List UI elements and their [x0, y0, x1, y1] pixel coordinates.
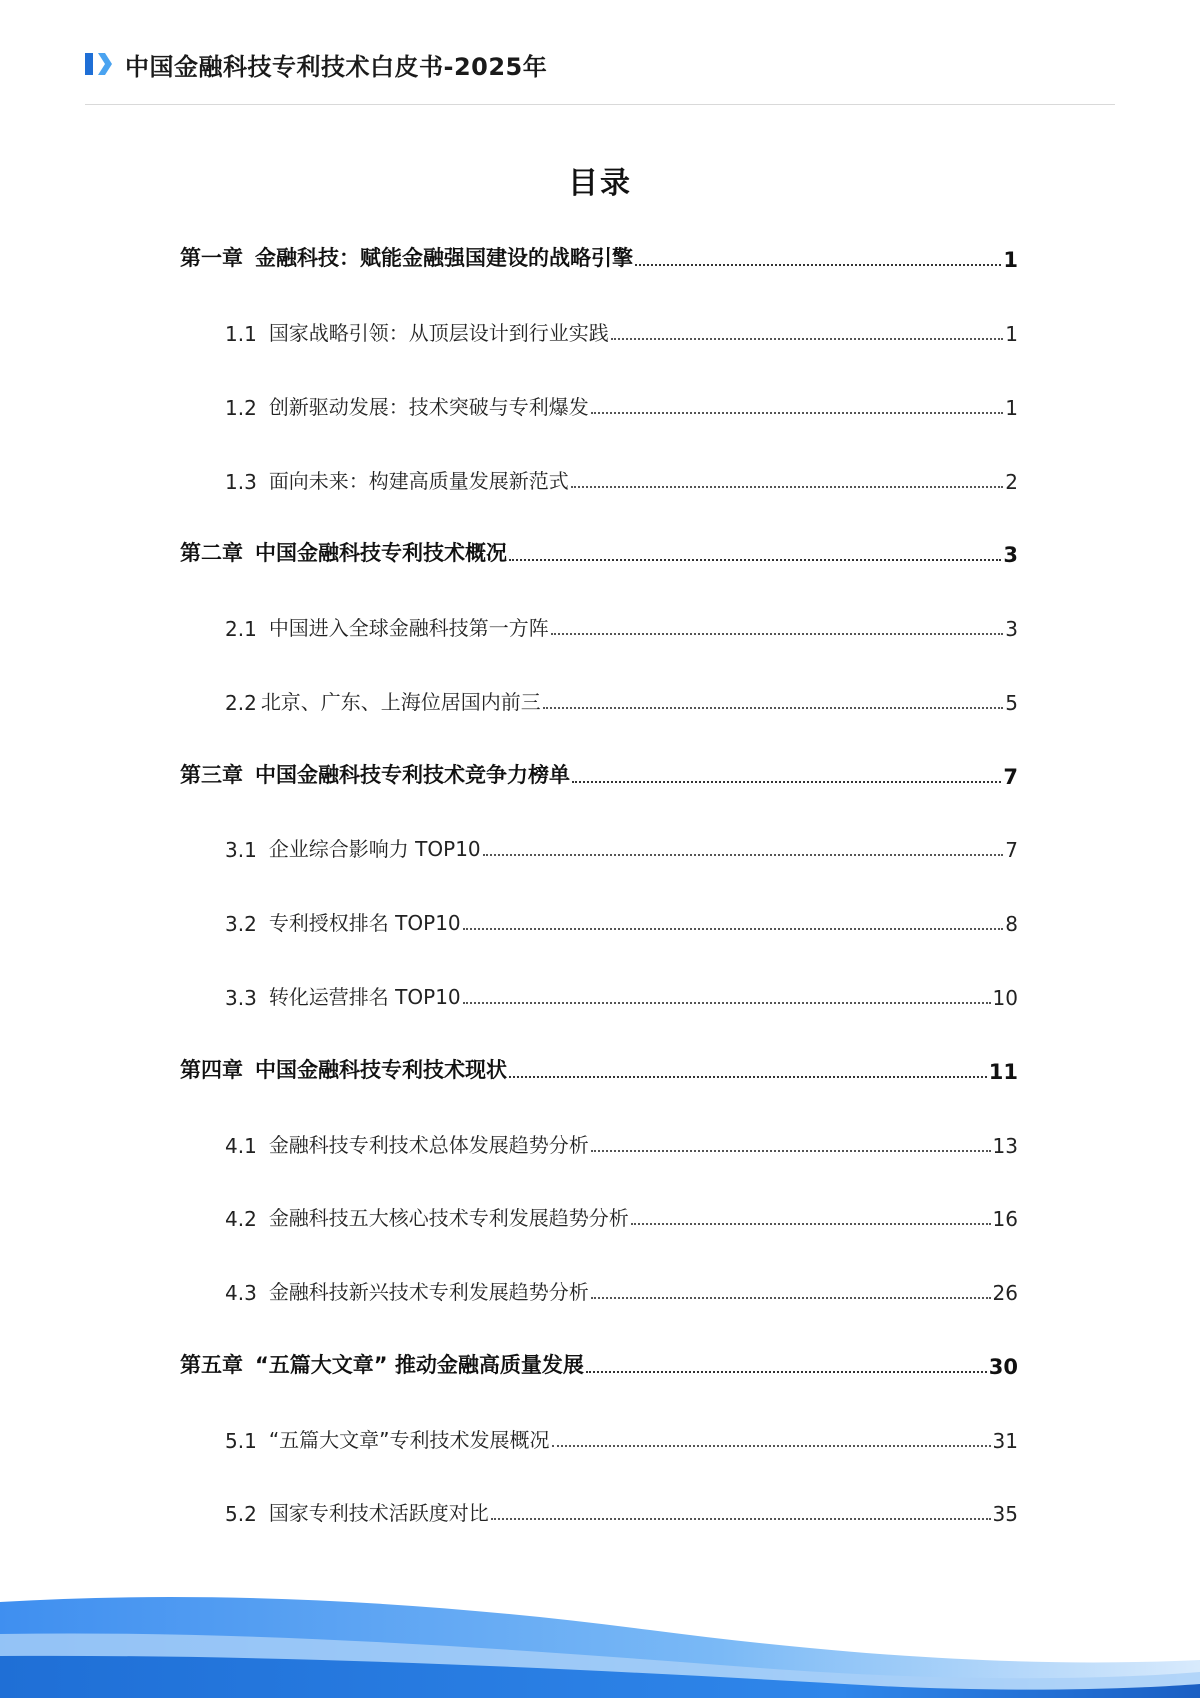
toc-section-1-1[interactable] — [180, 310, 1018, 346]
toc-entry-number: 4.3 — [225, 1281, 257, 1305]
toc-entry-number: 3.3 — [225, 986, 257, 1010]
header-divider — [85, 104, 1115, 105]
dot-leader — [631, 1223, 991, 1225]
toc-entry-page: 8 — [1005, 912, 1018, 936]
toc-entry-page: 1 — [1005, 396, 1018, 420]
dot-leader — [483, 854, 1004, 856]
dot-leader — [591, 1297, 991, 1299]
dot-leader — [491, 1518, 991, 1520]
toc-entry-number: 2.1 — [225, 617, 257, 641]
dot-leader — [591, 1150, 991, 1152]
toc-entry-page: 1 — [1003, 248, 1018, 272]
toc-entry-title: 转化运营排名 TOP10 — [268, 985, 461, 1009]
toc-heading: 目录 — [568, 166, 632, 201]
toc-entry-page: 10 — [992, 986, 1018, 1010]
toc-entry-title: 面向未来：构建高质量发展新范式 — [268, 469, 569, 493]
page-header — [85, 48, 1115, 80]
toc-section-4-2[interactable] — [180, 1195, 1018, 1231]
toc-section-4-1[interactable] — [180, 1122, 1018, 1158]
toc-entry-title: 专利授权排名 TOP10 — [268, 911, 461, 935]
toc-entry-number: 第三章 — [180, 763, 243, 787]
header-logo-icon — [85, 50, 115, 78]
toc-section-5-1[interactable] — [180, 1417, 1018, 1453]
toc-entry-title: 金融科技新兴技术专利发展趋势分析 — [268, 1280, 589, 1304]
toc-section-5-2[interactable] — [180, 1490, 1018, 1526]
toc-entry-number: 3.1 — [225, 838, 257, 862]
toc-entry-page: 31 — [992, 1429, 1018, 1453]
toc-entry-page: 35 — [992, 1502, 1018, 1526]
toc-entry-page: 1 — [1005, 322, 1018, 346]
toc-entry-title: 金融科技五大核心技术专利发展趋势分析 — [268, 1206, 629, 1230]
toc-chapter-3[interactable] — [180, 753, 1018, 789]
dot-leader — [586, 1371, 987, 1373]
toc-entry-title: 中国金融科技专利技术竞争力榜单 — [255, 763, 570, 787]
dot-leader — [552, 1445, 991, 1447]
dot-leader — [509, 559, 1001, 561]
toc-entry-number: 4.1 — [225, 1134, 257, 1158]
footer-wave-decoration — [0, 1590, 1200, 1698]
toc-entry-page: 7 — [1003, 765, 1018, 789]
dot-leader — [635, 264, 1001, 266]
toc-entry-title: 中国金融科技专利技术概况 — [255, 541, 507, 565]
toc-chapter-4[interactable] — [180, 1048, 1018, 1084]
toc-section-2-2[interactable] — [180, 679, 1018, 715]
toc-chapter-5[interactable] — [180, 1343, 1018, 1379]
toc-entry-page: 7 — [1005, 838, 1018, 862]
toc-entry-page: 16 — [992, 1207, 1018, 1231]
toc-entry-title: 金融科技专利技术总体发展趋势分析 — [268, 1133, 589, 1157]
toc-entry-page: 5 — [1005, 691, 1018, 715]
toc-entry-number: 4.2 — [225, 1207, 257, 1231]
toc-section-4-3[interactable] — [180, 1269, 1018, 1305]
toc-entry-title: 国家战略引领：从顶层设计到行业实践 — [268, 321, 609, 345]
toc-entry-title: 创新驱动发展：技术突破与专利爆发 — [268, 395, 589, 419]
dot-leader — [571, 486, 1003, 488]
toc-entry-page: 30 — [988, 1355, 1018, 1379]
toc-entry-number: 3.2 — [225, 912, 257, 936]
toc-entry-page: 3 — [1005, 617, 1018, 641]
toc-entry-number: 5.1 — [225, 1429, 257, 1453]
toc-entry-number: 5.2 — [225, 1502, 257, 1526]
toc-entry-page: 11 — [988, 1060, 1018, 1084]
dot-leader — [509, 1076, 987, 1078]
toc-entry-title: 中国金融科技专利技术现状 — [255, 1058, 507, 1082]
toc-entry-title: 北京、广东、上海位居国内前三 — [260, 690, 541, 714]
toc-entry-title: 中国进入全球金融科技第一方阵 — [268, 616, 549, 640]
toc-section-1-3[interactable] — [180, 458, 1018, 494]
toc-entry-page: 3 — [1003, 543, 1018, 567]
dot-leader — [611, 338, 1003, 340]
toc-section-3-3[interactable] — [180, 974, 1018, 1010]
toc-entry-title: “五篇大文章” 推动金融高质量发展 — [255, 1353, 584, 1377]
toc-entry-number: 2.2 — [225, 691, 257, 715]
toc-entry-page: 13 — [992, 1134, 1018, 1158]
dot-leader — [463, 1002, 991, 1004]
toc-entry-number: 第四章 — [180, 1058, 243, 1082]
toc-entry-title: 企业综合影响力 TOP10 — [268, 837, 481, 861]
dot-leader — [572, 781, 1001, 783]
toc-entry-number: 第二章 — [180, 541, 243, 565]
toc-entry-number: 第一章 — [180, 246, 243, 270]
toc-entry-title: 金融科技：赋能金融强国建设的战略引擎 — [255, 246, 633, 270]
dot-leader — [543, 707, 1003, 709]
toc-chapter-2[interactable] — [180, 531, 1018, 567]
dot-leader — [551, 633, 1003, 635]
toc-section-2-1[interactable] — [180, 605, 1018, 641]
dot-leader — [463, 928, 1004, 930]
toc-entry-title: 国家专利技术活跃度对比 — [268, 1501, 489, 1525]
toc-entry-page: 26 — [992, 1281, 1018, 1305]
document-title: 中国金融科技专利技术白皮书-2025年 — [125, 52, 548, 81]
toc-entry-number: 第五章 — [180, 1353, 243, 1377]
toc-entry-number: 1.2 — [225, 396, 257, 420]
toc-entry-title: “五篇大文章”专利技术发展概况 — [268, 1428, 550, 1452]
toc-section-1-2[interactable] — [180, 384, 1018, 420]
toc-section-3-2[interactable] — [180, 900, 1018, 936]
toc-section-3-1[interactable] — [180, 826, 1018, 862]
toc-entry-number: 1.3 — [225, 470, 257, 494]
dot-leader — [591, 412, 1003, 414]
toc-chapter-1[interactable] — [180, 236, 1018, 272]
toc-entry-page: 2 — [1005, 470, 1018, 494]
toc-entry-number: 1.1 — [225, 322, 257, 346]
